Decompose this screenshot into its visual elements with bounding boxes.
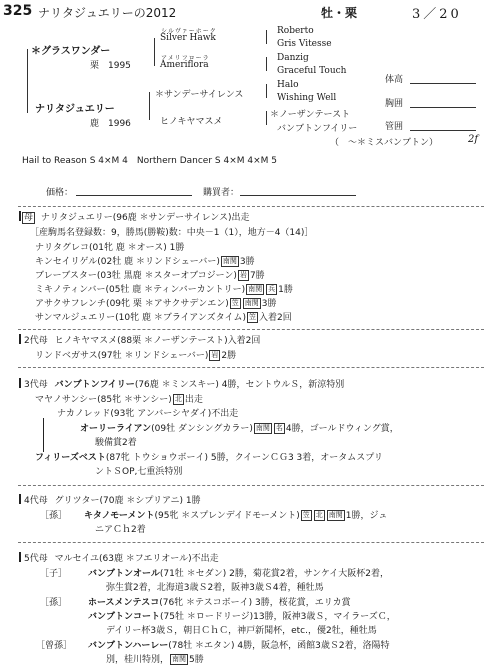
section-head: マルセイユ(63鹿 ＊フエリオール)不出走 [54,554,219,564]
progeny-row: バンブトンハーレー(78牡 ＊エタン) 4勝，阪急杯，函館3歳Ｓ2着，洛陽特 [88,641,390,651]
ddd-dam: （ ～＊ミスバンブトン） [330,138,439,148]
progeny-row-cont: 弥生賞2着，北海道3歳Ｓ2着，阪神3歳Ｓ4着，種牡馬 [106,583,324,593]
buyer-blank [240,195,356,196]
section-marker [19,552,21,562]
section-title: 2代母 [24,336,48,346]
region-badge: 笠 [249,313,256,321]
progeny-row: フィリーズベスト(87牝 トウショウボーイ) 5勝，クイーンＣＧ3 3着，オータムスプリ [35,453,383,463]
relation-tag: ［孫］ [40,598,68,608]
section-head-name: バンブトンフイリー [54,380,135,390]
dam-color-year: 鹿 1996 [90,119,131,129]
progeny-row: キンセイリゲル(02牡 鹿 ＊リンドシェーバー) 南関 3勝 [35,257,255,267]
ddd-name: バンブトンフイリー [277,124,358,134]
region-badge: 南関 [328,511,343,519]
region-badge: 岩 [239,271,247,279]
dam-name: ナリタジュエリー [35,104,115,115]
sire-name: ＊グラスワンダー [31,46,111,57]
progeny-row: ホースメンテスコ(76牝 ＊テスコボーイ) 3勝，桜花賞，エリカ賞 [88,598,351,608]
region-badge: 名 [275,424,283,432]
dsd-name: Wishing Well [277,93,337,103]
sdd-name: Graceful Touch [277,66,347,76]
dam-sire-name: ＊サンデーサイレンス [155,90,244,100]
progeny-row: アサクサフレンチ(09牝 栗 ＊アサクサデンエン) 笠 南関 3勝 [35,299,277,309]
shin-label: 管囲 [385,122,404,132]
section-head: ナリタジュエリー(96鹿 ＊サンデーサイレンス)出走 [40,213,250,223]
progeny-row: ナカノレッド(93牝 アンバーシヤダイ)不出走 [57,409,239,419]
height-label: 体高 [385,75,404,85]
pedigree-line [266,111,267,125]
separator [18,206,484,207]
horse-name: ナリタジュエリーの2012 [38,6,177,20]
progeny-row: ブレーブスター(03牡 黒鹿 ＊スターオブコジーン) 岩 7勝 [35,271,265,281]
separator [18,542,484,543]
relation-tag: ［子］ [40,569,68,579]
sire-sire-name: Silver Hawk [160,33,216,43]
section-marker [19,378,21,388]
horse-name: オーリーライアン [80,424,152,434]
region-badge: 南関 [248,285,263,293]
progeny-row: バンブトンコート(75牡 ＊ロードリージ)13勝，阪神3歳Ｓ，マイラーズＣ， [88,612,396,622]
region-badge: 兵 [268,285,276,293]
birth-date: 3／20 [412,7,462,22]
progeny-row-cont: ニアＣｈ2着 [95,525,146,535]
horse-name: バンブトンコート [88,612,161,622]
section-title: 母 [24,213,34,223]
region-badge: 南関 [172,655,187,663]
region-badge: 北 [315,511,323,519]
progeny-row: リンドベガサス(97牡 ＊リンドシェーバー) 岩 2勝 [35,351,237,361]
foal-stats: ［産駒馬名登録数：9，勝馬(勝鞍)数：中央－1（1），地方－4（14)］ [30,228,314,238]
section-title: 5代母 [24,554,48,564]
region-badge: 笠 [231,299,239,307]
separator [18,367,484,368]
region-badge: 笠 [302,511,310,519]
progeny-row-cont: デイリー杯3歳Ｓ，朝日ＣｈＣ，神戸新聞杯，etc.，優2牡，種牡馬 [106,626,377,636]
branch-line [43,418,44,452]
section-title: 4代母 [24,496,48,506]
sire-dam-name: Ameriflora [160,60,209,70]
progeny-row-cont: ントＳOP,七重浜特別 [95,467,183,477]
region-badge: 南関 [244,299,259,307]
section-marker [19,494,21,504]
sire-sire-kana: シルヴァーホーク [161,28,217,35]
sss-name: Roberto [277,26,314,36]
region-badge: 南関 [222,257,237,265]
price-blank [76,195,192,196]
section-marker [19,211,21,221]
horse-name: バンブトンオール [88,569,160,579]
section-head: ヒノキヤマスメ(88栗 ＊ノーザンテースト)入着2回 [54,336,261,346]
sire-color-year: 栗 1995 [90,61,131,71]
region-badge: 岩 [211,351,219,359]
ssd-name: Gris Vitesse [277,39,332,49]
chest-label: 胸囲 [385,99,404,109]
progeny-row: キタノモーメント(95牝 ＊スプレンデイドモーメント) 笠 北 南関 1勝，ジュ [84,511,388,521]
pedigree-line [27,49,28,113]
pedigree-line [266,84,267,98]
price-label: 価格： [46,188,74,198]
region-badge: 北 [174,395,182,403]
relation-tag: ［孫］ [40,511,68,521]
sex-color: 牡・栗 [321,6,358,20]
section-head: (76鹿 ＊ミンスキー) 4勝，セントウルＳ，新涼特別 [134,380,345,390]
dss-name: Halo [277,80,299,90]
progeny-row: ナリタグレコ(01牝 鹿 ＊オース) 1勝 [35,243,185,253]
pedigree-line [266,30,267,44]
inbreeding: Hail to Reason S 4×M 4 Northern Dancer S 4×M 4×M 5 [22,156,277,166]
progeny-row: ミキノティンバー(05牡 鹿 ＊ティンバーカントリー) 南関 兵 1勝 [35,285,293,295]
family-number: 2f [468,134,479,145]
progeny-row: マヤノサンシー(85牝 ＊サンシー) 北 出走 [35,395,203,405]
height-blank [410,83,476,84]
section-title: 3代母 [24,380,48,390]
lot-number: 325 [3,3,33,19]
sds-name: Danzig [277,53,309,63]
progeny-row: バンブトンオール(71牡 ＊セダン) 2勝，菊花賞2着，サンケイ大阪杯2着， [88,569,390,579]
section-marker [19,334,21,344]
sire-dam-kana: アメリフローラ [161,55,210,62]
region-badge: 南関 [255,424,270,432]
relation-tag: ［曾孫］ [36,641,73,651]
progeny-row: サンマルジュエリー(10牝 鹿 ＊ブライアンズタイム) 笠 入着2回 [35,313,292,323]
horse-name: フィリーズベスト [35,453,106,463]
horse-name: ホースメンテスコ [88,598,160,608]
separator [18,485,484,486]
progeny-row-cont: 別，桂川特別， 南関 5勝 [106,655,204,665]
pedigree-line [154,38,155,66]
horse-name: キタノモーメント [84,511,155,521]
separator [18,329,484,330]
pedigree-line [266,57,267,71]
pedigree-line [149,92,150,120]
progeny-row: オーリーライアン(09牡 ダンシングカラー) 南関 名 4勝，ゴールドウィング賞， [80,424,399,434]
shin-blank [410,130,476,131]
dam-dam-name: ヒノキヤマスメ [160,117,223,127]
horse-name: バンブトンハーレー [88,641,169,651]
section-head: グリツター(70鹿 ＊シプリアニ) 1勝 [54,496,201,506]
buyer-label: 購買者： [203,188,240,198]
progeny-row-cont: 駿備賞2着 [95,438,137,448]
dds-name: ＊ノーザンテースト [270,110,351,120]
chest-blank [410,107,476,108]
